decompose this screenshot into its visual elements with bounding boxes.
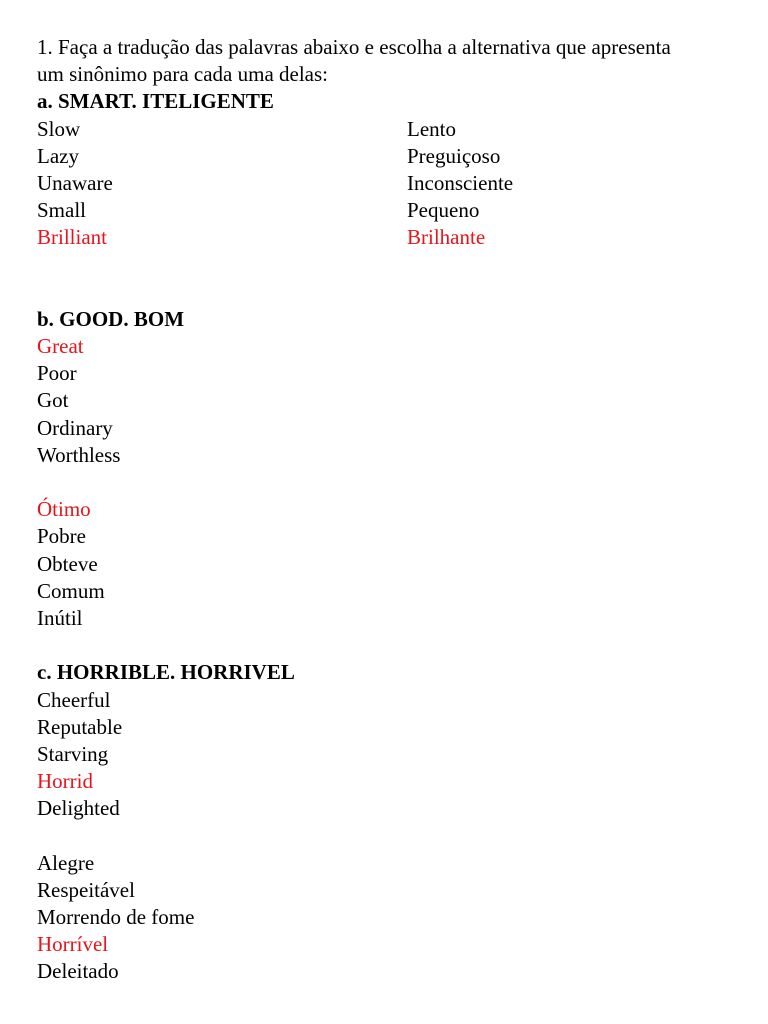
question-line-1: 1. Faça a tradução das palavras abaixo e escolha a alternativa que apresenta [37,35,671,59]
english-word: Small [37,198,87,223]
portuguese-word: Deleitado [37,959,119,984]
section-c-portuguese-list [37,850,737,986]
portuguese-word: Inconsciente [407,170,514,195]
portuguese-word: Horrível [37,932,109,957]
question-line-2: um sinônimo para cada uma delas: [37,62,328,87]
spacer [37,822,737,849]
section-c-english-list [37,687,737,823]
english-word: Reputable [37,714,123,739]
portuguese-word: Lento [407,116,456,141]
english-word: Poor [37,361,77,386]
section-a-word-list [37,116,737,252]
english-word: Lazy [37,143,79,168]
portuguese-word: Morrendo de fome [37,905,195,929]
english-word: Great [37,334,84,359]
english-word: Worthless [37,442,121,467]
portuguese-word: Obteve [37,551,98,576]
english-word: Cheerful [37,687,111,712]
spacer [37,252,737,279]
english-word: Slow [37,116,81,141]
word-row [37,170,737,197]
english-word: Starving [37,741,109,766]
section-c-heading: c. HORRIBLE. HORRIVEL [37,660,295,685]
word-row [37,116,737,143]
english-word: Got [37,388,69,413]
portuguese-word: Pobre [37,524,86,549]
portuguese-word: Brilhante [407,225,486,250]
portuguese-word: Ótimo [37,497,91,522]
english-word: Brilliant [37,225,107,250]
spacer [37,469,737,496]
portuguese-word: Inútil [37,605,83,630]
document-page [37,34,737,986]
english-word: Horrid [37,769,93,794]
portuguese-word: Pequeno [407,198,480,223]
english-word: Delighted [37,796,120,821]
portuguese-word: Respeitável [37,877,135,902]
word-row [37,224,737,251]
section-b-portuguese-list [37,496,737,632]
section-b-heading: b. GOOD. BOM [37,306,185,331]
section-b-english-list [37,333,737,469]
english-word: Unaware [37,170,113,195]
section-a-heading: a. SMART. ITELIGENTE [37,89,274,114]
word-row [37,143,737,170]
portuguese-word: Preguiçoso [407,143,501,168]
portuguese-word: Alegre [37,850,95,875]
spacer [37,279,737,306]
portuguese-word: Comum [37,578,105,603]
spacer [37,632,737,659]
word-row [37,197,737,224]
english-word: Ordinary [37,415,113,440]
